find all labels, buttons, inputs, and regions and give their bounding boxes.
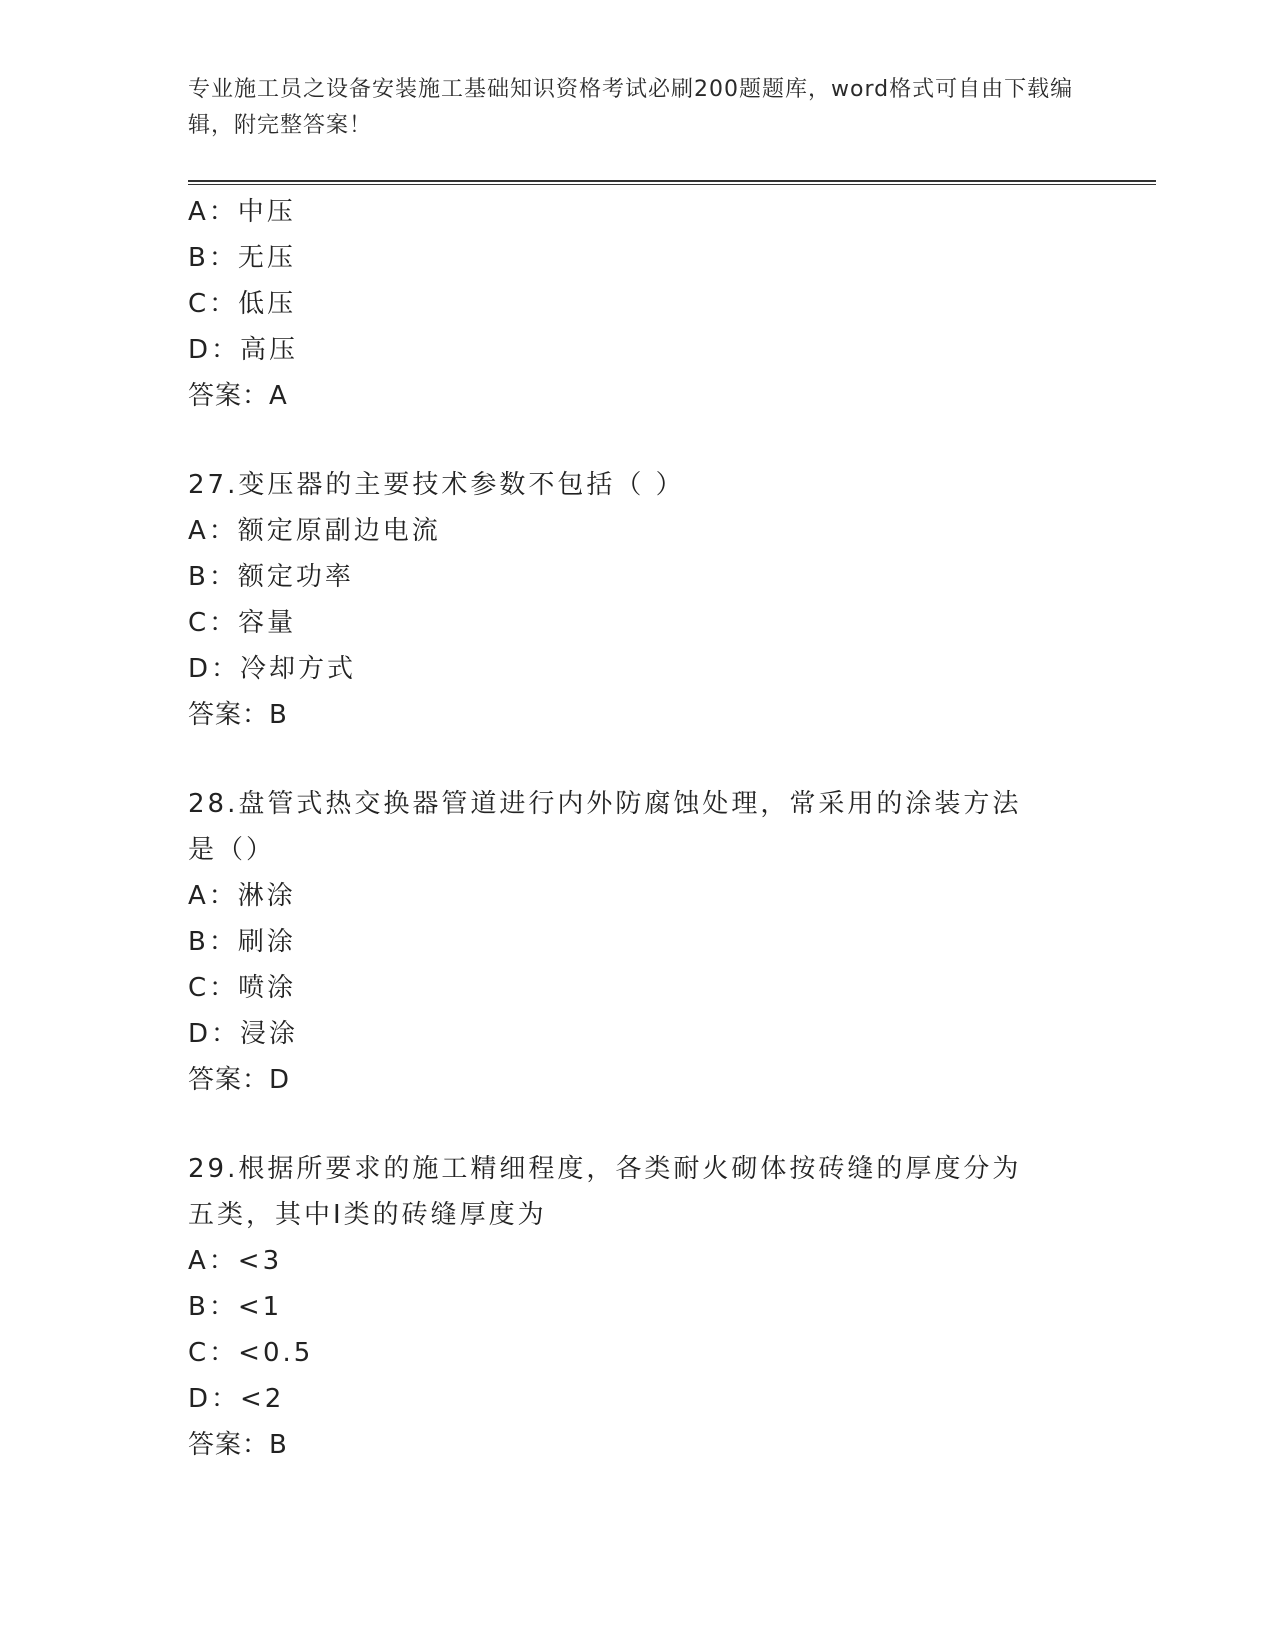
option-a: A：中压 <box>188 197 296 227</box>
spacer <box>188 738 1088 781</box>
option-c: C：喷涂 <box>188 973 297 1003</box>
header-rule-thin <box>188 184 1156 185</box>
question-list <box>188 189 1088 1468</box>
option-b: B：额定功率 <box>188 562 354 592</box>
option-c: C：<0.5 <box>188 1338 314 1368</box>
question-text: 29.根据所要求的施工精细程度，各类耐火砌体按砖缝的厚度分为五类，其中Ⅰ类的砖缝厚度为 <box>188 1154 1022 1230</box>
spacer <box>188 419 1088 462</box>
spacer <box>188 1103 1088 1146</box>
question-block <box>188 462 1088 738</box>
option-d: D：冷却方式 <box>188 654 357 684</box>
option-d: D：<2 <box>188 1384 285 1414</box>
option-d: D：浸涂 <box>188 1019 299 1049</box>
option-a: A：额定原副边电流 <box>188 516 441 546</box>
question-block <box>188 189 1088 419</box>
header-rule-thick <box>188 180 1156 182</box>
question-block <box>188 1146 1088 1468</box>
option-b: B：无压 <box>188 243 296 273</box>
question-text: 28.盘管式热交换器管道进行内外防腐蚀处理，常采用的涂装方法是（） <box>188 789 1022 865</box>
option-d: D：高压 <box>188 335 299 365</box>
option-b: B：<1 <box>188 1292 283 1322</box>
option-c: C：容量 <box>188 608 297 638</box>
answer: 答案：A <box>188 381 288 411</box>
question-block <box>188 781 1088 1103</box>
answer: 答案：B <box>188 700 288 730</box>
option-a: A：淋涂 <box>188 881 296 911</box>
option-a: A：<3 <box>188 1246 283 1276</box>
answer: 答案：D <box>188 1065 291 1095</box>
answer: 答案：B <box>188 1430 288 1460</box>
question-text: 27.变压器的主要技术参数不包括（ ） <box>188 470 685 500</box>
document-header: 专业施工员之设备安装施工基础知识资格考试必刷200题题库，word格式可自由下载编辑，附完整答案！ <box>188 77 1074 138</box>
option-b: B：刷涂 <box>188 927 296 957</box>
option-c: C：低压 <box>188 289 297 319</box>
